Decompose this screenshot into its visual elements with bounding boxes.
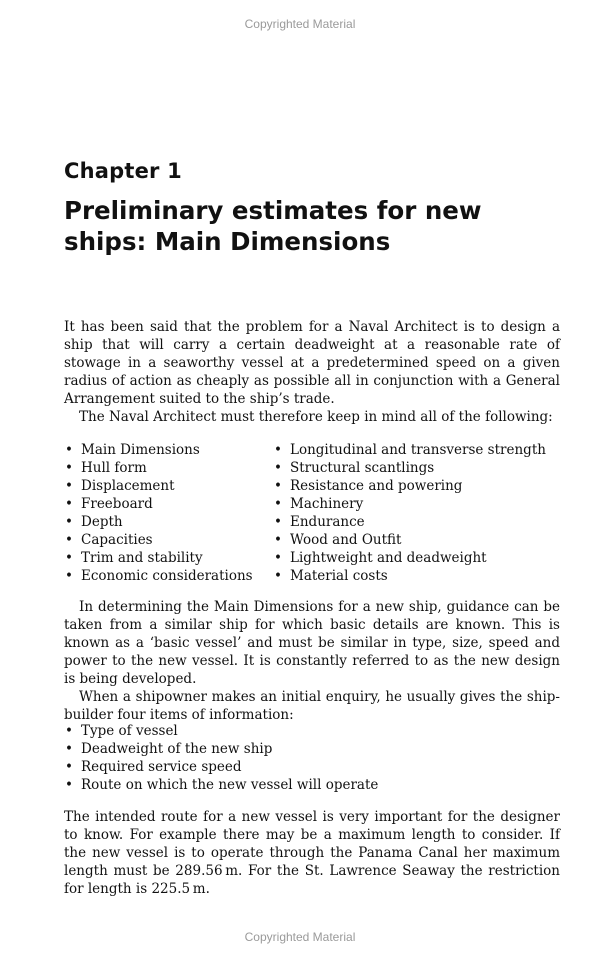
- list-item: • Wood and Outfit: [273, 531, 546, 549]
- list-item: • Economic considerations: [64, 567, 253, 585]
- list-item: • Freeboard: [64, 495, 253, 513]
- list-item: • Lightweight and deadweight: [273, 549, 546, 567]
- copyright-watermark-bottom: Copyrighted Material: [244, 930, 356, 944]
- enquiry-paragraph: When a shipowner makes an initial enquiry, he usually gives the ship-builder four items of information:: [64, 689, 560, 723]
- list-item: • Machinery: [273, 495, 546, 513]
- list-item: • Type of vessel: [64, 722, 378, 740]
- keep-in-mind-paragraph: The Naval Architect must therefore keep in mind all of the following:: [79, 409, 553, 425]
- intro-section: [64, 318, 560, 426]
- route-section: [64, 808, 560, 898]
- considerations-list-left: [64, 441, 253, 585]
- determining-paragraph: In determining the Main Dimensions for a new ship, guidance can be taken from a similar ship for which basic details are known. This is known as a ‘basic vessel’ and must be similar in type, size, speed and power to the new vessel. It is constantly referred to as the new design is being developed.: [64, 599, 560, 687]
- considerations-list-right: [273, 441, 546, 585]
- list-item: • Resistance and powering: [273, 477, 546, 495]
- list-item: • Depth: [64, 513, 253, 531]
- list-item: • Hull form: [64, 459, 253, 477]
- list-item: • Trim and stability: [64, 549, 253, 567]
- list-item: • Deadweight of the new ship: [64, 740, 378, 758]
- list-item: • Displacement: [64, 477, 253, 495]
- copyright-watermark-top: Copyrighted Material: [244, 17, 356, 31]
- chapter-title: Preliminary estimates for new ships: Main Dimensions: [64, 196, 482, 256]
- intro-paragraph: It has been said that the problem for a Naval Architect is to design a ship that will carry a certain deadweight at a reasonable rate of stowage in a seaworthy vessel at a predetermined speed on a given radius of action as cheaply as possible all in conjunction with a General Arrangement suited to the ship’s trade.: [64, 319, 560, 407]
- list-item: • Longitudinal and transverse strength: [273, 441, 546, 459]
- list-item: • Main Dimensions: [64, 441, 253, 459]
- owner-items-list: [64, 722, 378, 794]
- route-paragraph: The intended route for a new vessel is very important for the designer to know. For example there may be a maximum length to consider. If the new vessel is to operate through the Panama Canal her maximum length must be 289.56 m. For the St. Lawrence Seaway the restriction for length is 225.5 m.: [64, 809, 560, 897]
- list-item: • Required service speed: [64, 758, 378, 776]
- list-item: • Capacities: [64, 531, 253, 549]
- list-item: • Route on which the new vessel will operate: [64, 776, 378, 794]
- list-item: • Material costs: [273, 567, 546, 585]
- chapter-label: Chapter 1: [64, 159, 182, 183]
- list-item: • Endurance: [273, 513, 546, 531]
- basic-vessel-section: [64, 598, 560, 724]
- list-item: • Structural scantlings: [273, 459, 546, 477]
